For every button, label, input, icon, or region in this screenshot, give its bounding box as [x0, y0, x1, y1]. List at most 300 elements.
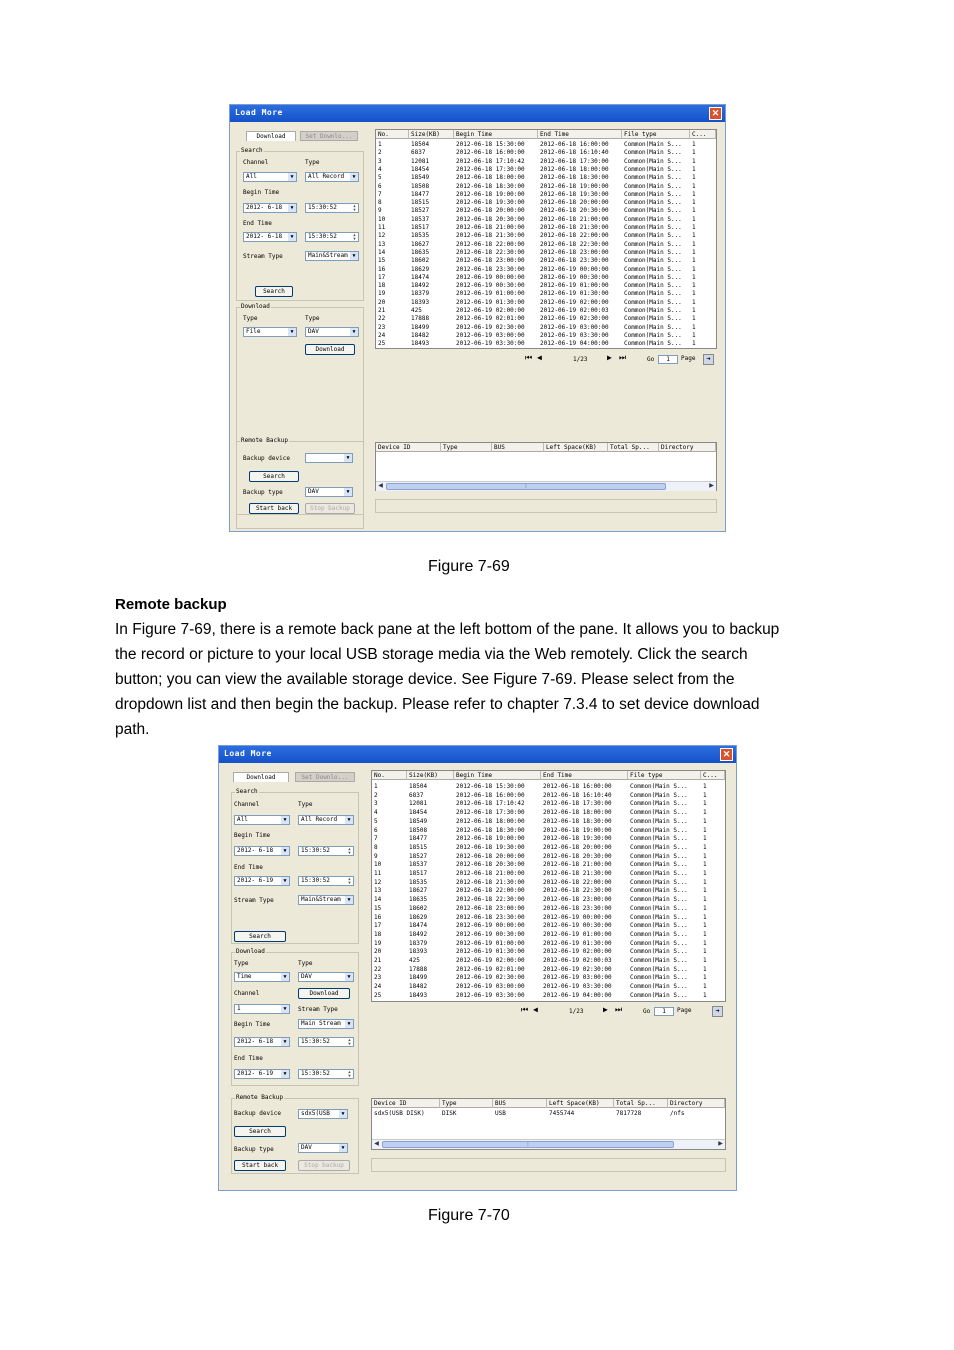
table-row[interactable] — [372, 948, 725, 956]
table-cell: 2012-06-18 22:30:00 — [540, 240, 609, 248]
table-row[interactable] — [372, 966, 725, 974]
table-cell: 13 — [374, 887, 382, 895]
scroll-thumb[interactable]: ⁞ — [382, 1141, 674, 1148]
chevron-down-icon[interactable]: ▼ — [339, 1144, 347, 1152]
table-row[interactable] — [376, 307, 716, 315]
table-cell: 1 — [692, 265, 696, 273]
chevron-down-icon[interactable]: ▼ — [345, 1020, 353, 1028]
table-cell: 6 — [374, 826, 378, 834]
table-cell: 6 — [378, 182, 382, 190]
table-row[interactable] — [372, 896, 725, 904]
table-cell: 2012-06-19 02:30:00 — [543, 965, 612, 973]
type-select[interactable] — [298, 815, 354, 825]
go-label: Go — [647, 356, 655, 363]
chevron-down-icon[interactable]: ▼ — [345, 973, 353, 981]
next-page-icon[interactable]: ▶ — [603, 1005, 608, 1014]
column-header[interactable]: Size(KB) — [407, 771, 454, 780]
table-cell: 2012-06-18 18:00:00 — [456, 817, 525, 825]
chevron-down-icon[interactable]: ▼ — [281, 877, 289, 885]
table-row[interactable] — [376, 266, 716, 274]
table-cell: 18379 — [411, 290, 430, 298]
go-arrow-icon[interactable]: ➜ — [703, 354, 714, 365]
spin-arrows-icon[interactable]: ▲ ▼ — [353, 203, 356, 212]
backup-device-label: Backup device — [243, 455, 290, 462]
device-list-panel — [371, 1098, 726, 1150]
table-cell: 2012-06-19 03:30:00 — [456, 340, 525, 348]
download-type-value: File — [246, 328, 261, 335]
table-cell: 1 — [703, 809, 707, 817]
table-row[interactable] — [372, 844, 725, 852]
download-channel-select[interactable] — [234, 1004, 290, 1014]
first-page-icon[interactable]: ⏮ — [525, 353, 533, 362]
title-bar[interactable] — [219, 746, 736, 763]
table-cell: 21 — [378, 307, 386, 314]
table-row[interactable] — [376, 274, 716, 282]
close-icon[interactable]: ✕ — [709, 107, 722, 120]
table-cell: 1 — [703, 913, 707, 921]
horizontal-scrollbar[interactable] — [372, 1139, 725, 1149]
table-cell: Common(Main S... — [624, 215, 682, 223]
table-row[interactable] — [372, 800, 725, 808]
column-header[interactable]: Directory — [659, 443, 716, 452]
begin-date-select[interactable] — [243, 203, 297, 213]
column-header[interactable]: Device ID — [376, 443, 441, 452]
table-cell: 1 — [703, 870, 707, 877]
table-cell: 2012-06-18 18:30:00 — [543, 817, 612, 825]
table-cell: 2012-06-19 03:00:00 — [543, 974, 612, 982]
chevron-down-icon[interactable]: ▼ — [345, 816, 353, 824]
table-cell: 1 — [703, 791, 707, 799]
table-cell: 2012-06-18 22:30:00 — [543, 887, 612, 895]
table-cell: 12 — [374, 878, 382, 886]
table-row[interactable] — [376, 149, 716, 157]
end-date-select[interactable] — [243, 232, 297, 242]
column-header[interactable]: Begin Time — [454, 771, 541, 780]
chevron-down-icon[interactable]: ▼ — [288, 204, 296, 212]
table-cell: 11 — [378, 224, 386, 231]
download-type2-select[interactable] — [305, 327, 359, 337]
table-cell: 1 — [703, 852, 707, 860]
table-cell: 19 — [374, 939, 382, 947]
table-cell: 18602 — [409, 904, 428, 912]
table-cell: 17888 — [409, 965, 428, 973]
table-cell: 18627 — [411, 240, 430, 248]
backup-device-select[interactable] — [298, 1109, 348, 1119]
begin-time-value: 15:30:52 — [301, 847, 330, 854]
scroll-right-icon[interactable]: ▶ — [718, 1141, 723, 1147]
end-date-select[interactable] — [234, 876, 290, 886]
device-list-panel — [375, 442, 717, 491]
table-cell: 9 — [374, 852, 378, 860]
end-time-spinner[interactable] — [305, 232, 359, 242]
table-cell: 2012-06-19 00:00:00 — [456, 273, 525, 281]
remote-search-button[interactable]: Search — [249, 471, 299, 482]
table-cell: 2012-06-18 19:00:00 — [456, 835, 525, 843]
backup-device-label: Backup device — [234, 1110, 281, 1117]
table-row[interactable] — [376, 191, 716, 199]
table-cell: Common(Main S... — [624, 340, 682, 348]
table-row[interactable] — [372, 861, 725, 869]
column-header[interactable]: Size(KB) — [409, 130, 454, 139]
table-cell: 2012-06-18 23:00:00 — [540, 248, 609, 256]
download-type-value: Time — [237, 973, 252, 980]
table-row[interactable] — [376, 282, 716, 290]
table-cell: 1 — [692, 149, 696, 157]
begin-time-value: 15:30:52 — [308, 204, 337, 211]
table-cell: 2012-06-19 01:30:00 — [456, 298, 525, 306]
horizontal-scrollbar[interactable] — [376, 481, 716, 491]
download-begin-time-spinner[interactable] — [298, 1037, 354, 1047]
table-row[interactable] — [372, 983, 725, 991]
table-row[interactable] — [372, 940, 725, 948]
window-title: Load More — [224, 749, 272, 758]
table-row[interactable] — [376, 207, 716, 215]
stop-backup-button[interactable]: Stop backup — [305, 503, 355, 514]
begin-time-spinner[interactable] — [305, 203, 359, 213]
table-row[interactable] — [372, 914, 725, 922]
tab-download[interactable]: Download — [246, 131, 296, 141]
tab-set-download[interactable]: Set Downlo... — [300, 131, 358, 141]
table-cell: 2012-06-18 23:30:00 — [456, 265, 525, 273]
table-row[interactable] — [372, 922, 725, 930]
table-row[interactable] — [376, 332, 716, 340]
table-cell: 18602 — [411, 257, 430, 265]
table-cell: 2012-06-18 16:10:40 — [540, 149, 609, 157]
paragraph-line-1: In Figure 7-69, there is a remote back pane at the left bottom of the pane. It allows you to backup — [115, 621, 780, 638]
table-cell: Common(Main S... — [630, 965, 688, 973]
channel-select[interactable] — [243, 172, 297, 182]
table-row[interactable] — [376, 183, 716, 191]
table-row[interactable] — [372, 809, 725, 817]
table-cell: Common(Main S... — [624, 240, 682, 248]
download-stream-select[interactable] — [298, 1019, 354, 1029]
spin-arrows-icon[interactable]: ▲ ▼ — [348, 1037, 351, 1046]
column-header[interactable]: No. — [372, 771, 407, 780]
device-list-header — [376, 443, 716, 452]
table-cell: 23 — [374, 974, 382, 982]
download-end-date-select[interactable] — [234, 1069, 290, 1079]
table-row[interactable] — [376, 158, 716, 166]
go-arrow-icon[interactable]: ➜ — [712, 1006, 723, 1017]
table-row[interactable] — [376, 299, 716, 307]
scroll-thumb[interactable]: ⁞ — [386, 483, 666, 490]
stream-type-select[interactable] — [298, 895, 354, 905]
chevron-down-icon[interactable]: ▼ — [281, 1070, 289, 1078]
close-icon[interactable]: ✕ — [720, 748, 733, 761]
type-select[interactable] — [305, 172, 359, 182]
table-row[interactable] — [376, 249, 716, 257]
column-header[interactable]: Type — [440, 1099, 493, 1108]
chevron-down-icon[interactable]: ▼ — [281, 973, 289, 981]
column-header[interactable]: Left Space(KB) — [544, 443, 608, 452]
table-cell: 5 — [374, 817, 378, 825]
table-row[interactable] — [372, 931, 725, 939]
column-header[interactable]: File type — [622, 130, 690, 139]
backup-device-select[interactable] — [305, 453, 353, 463]
stop-backup-button[interactable]: Stop backup — [298, 1160, 350, 1171]
chevron-down-icon[interactable]: ▼ — [281, 816, 289, 824]
download-end-label: End Time — [234, 1055, 263, 1062]
scroll-right-icon[interactable]: ▶ — [709, 483, 714, 489]
column-header[interactable]: End Time — [541, 771, 628, 780]
column-header[interactable]: Total Sp... — [614, 1099, 668, 1108]
table-cell: 18492 — [409, 930, 428, 938]
table-cell: Common(Main S... — [624, 182, 682, 190]
begin-date-select[interactable] — [234, 846, 290, 856]
table-cell: 18393 — [409, 948, 428, 956]
download-end-time-spinner[interactable] — [298, 1069, 354, 1079]
start-backup-button[interactable]: Start back — [249, 503, 299, 514]
file-list-panel — [375, 129, 717, 349]
column-header[interactable]: Device ID — [372, 1099, 440, 1108]
table-row[interactable] — [376, 241, 716, 249]
table-row[interactable] — [372, 853, 725, 861]
end-time-spinner[interactable] — [298, 876, 354, 886]
prev-page-icon[interactable]: ◀ — [537, 353, 542, 362]
start-backup-button[interactable]: Start back — [234, 1160, 286, 1171]
table-cell: 1 — [692, 323, 696, 331]
table-row[interactable] — [372, 835, 725, 843]
chevron-down-icon[interactable]: ▼ — [350, 328, 358, 336]
table-row[interactable] — [372, 905, 725, 913]
table-cell: 7 — [374, 835, 378, 843]
download-type-select[interactable] — [243, 327, 297, 337]
table-cell: 2012-06-19 03:00:00 — [540, 323, 609, 331]
table-row[interactable] — [372, 957, 725, 965]
table-cell: 5 — [378, 174, 382, 182]
file-list-panel — [371, 770, 726, 1002]
table-cell: 7 — [378, 190, 382, 198]
download-channel-label: Channel — [234, 990, 260, 997]
table-cell: 2012-06-19 02:00:03 — [540, 307, 609, 314]
table-cell: 18515 — [409, 843, 428, 851]
chevron-down-icon[interactable]: ▼ — [344, 488, 352, 496]
table-row[interactable] — [376, 324, 716, 332]
table-cell: 16 — [378, 265, 386, 273]
table-row[interactable] — [376, 232, 716, 240]
table-cell: 1 — [703, 800, 707, 808]
table-cell: 18454 — [409, 809, 428, 817]
table-cell: 18477 — [411, 190, 430, 198]
table-cell: 24 — [374, 983, 382, 991]
table-cell: 8 — [378, 199, 382, 207]
table-cell: 2012-06-18 18:30:00 — [456, 182, 525, 190]
table-cell: Common(Main S... — [630, 948, 688, 956]
table-cell: Common(Main S... — [630, 887, 688, 895]
last-page-icon[interactable]: ⏭ — [619, 353, 627, 362]
download-begin-label: Begin Time — [234, 1021, 271, 1028]
last-page-icon[interactable]: ⏭ — [615, 1005, 623, 1014]
go-page-input[interactable]: 1 — [658, 355, 678, 364]
table-row[interactable] — [372, 992, 725, 1000]
type-label: Type — [305, 159, 320, 166]
table-cell: 425 — [411, 307, 422, 314]
download-type-select[interactable] — [234, 972, 290, 982]
scroll-left-icon[interactable]: ◀ — [378, 483, 383, 489]
table-cell: 1 — [692, 157, 696, 165]
table-row[interactable] — [376, 199, 716, 207]
table-cell: 18517 — [411, 224, 430, 231]
begin-time-spinner[interactable] — [298, 846, 354, 856]
chevron-down-icon[interactable]: ▼ — [281, 1038, 289, 1046]
table-cell: 2012-06-19 02:01:00 — [456, 965, 525, 973]
backup-type-select[interactable] — [298, 1143, 348, 1153]
column-header[interactable]: BUS — [493, 1099, 547, 1108]
table-cell: 2012-06-18 18:00:00 — [543, 809, 612, 817]
search-button[interactable]: Search — [234, 931, 286, 942]
table-cell: 18477 — [409, 835, 428, 843]
table-cell: 1 — [703, 843, 707, 851]
column-header[interactable]: C... — [690, 130, 716, 139]
backup-type-value: DAV — [308, 488, 319, 495]
spin-arrows-icon[interactable]: ▲ ▼ — [348, 1069, 351, 1078]
download-button[interactable]: Download — [298, 988, 350, 999]
column-header[interactable]: End Time — [538, 130, 622, 139]
download-channel-value: 1 — [237, 1005, 241, 1012]
table-cell: 2012-06-18 21:00:00 — [456, 224, 525, 231]
remote-search-button[interactable]: Search — [234, 1126, 286, 1137]
go-page-input[interactable]: 1 — [654, 1007, 674, 1016]
table-cell: 2012-06-19 00:30:00 — [456, 282, 525, 290]
table-row[interactable] — [372, 870, 725, 878]
table-cell: 25 — [378, 340, 386, 348]
backup-type-select[interactable] — [305, 487, 353, 497]
tab-set-download[interactable]: Set Downlo... — [295, 772, 355, 782]
table-row[interactable] — [372, 792, 725, 800]
chevron-down-icon[interactable]: ▼ — [350, 252, 358, 260]
download-type2-select[interactable] — [298, 972, 354, 982]
table-cell: 1 — [378, 141, 382, 148]
stream-type-select[interactable] — [305, 251, 359, 261]
spin-arrows-icon[interactable]: ▲ ▼ — [348, 876, 351, 885]
search-group — [231, 788, 359, 944]
channel-select[interactable] — [234, 815, 290, 825]
column-header[interactable]: Left Space(KB) — [547, 1099, 614, 1108]
table-row[interactable] — [376, 290, 716, 298]
download-button[interactable]: Download — [305, 344, 355, 355]
column-header[interactable]: Type — [441, 443, 492, 452]
table-cell: 1 — [692, 215, 696, 223]
table-cell: 1 — [692, 182, 696, 190]
table-cell: 1 — [692, 331, 696, 339]
table-cell: 2012-06-18 17:30:00 — [540, 157, 609, 165]
table-cell: 6837 — [409, 791, 424, 799]
table-cell: 2012-06-18 15:30:00 — [456, 783, 525, 790]
chevron-down-icon[interactable]: ▼ — [288, 328, 296, 336]
search-button[interactable]: Search — [255, 286, 293, 297]
table-cell: 18549 — [409, 817, 428, 825]
table-row[interactable] — [376, 141, 716, 149]
column-header[interactable]: Begin Time — [454, 130, 538, 139]
table-cell: 1 — [703, 922, 707, 930]
table-cell: 14 — [374, 896, 382, 904]
next-page-icon[interactable]: ▶ — [607, 353, 612, 362]
paragraph-line-4: dropdown list and then begin the backup. Please refer to chapter 7.3.4 to set device download — [115, 696, 760, 713]
table-row[interactable] — [376, 216, 716, 224]
table-cell: 1 — [703, 965, 707, 973]
table-cell: 20 — [374, 948, 382, 956]
table-row[interactable] — [372, 974, 725, 982]
table-cell: 2012-06-19 02:30:00 — [540, 315, 609, 323]
column-header[interactable]: No. — [376, 130, 409, 139]
column-header[interactable]: Directory — [668, 1099, 725, 1108]
table-row[interactable] — [376, 340, 716, 348]
device-row[interactable] — [372, 1110, 725, 1118]
table-row[interactable] — [376, 166, 716, 174]
table-cell: 2012-06-18 22:00:00 — [543, 878, 612, 886]
table-row[interactable] — [372, 818, 725, 826]
table-row[interactable] — [376, 174, 716, 182]
table-cell: Common(Main S... — [630, 783, 688, 790]
table-cell: 1 — [703, 861, 707, 869]
first-page-icon[interactable]: ⏮ — [521, 1005, 529, 1014]
table-cell: Common(Main S... — [624, 298, 682, 306]
chevron-down-icon[interactable]: ▼ — [288, 233, 296, 241]
table-cell: 1 — [692, 141, 696, 148]
column-header[interactable]: C... — [701, 771, 725, 780]
table-cell: 2012-06-18 22:30:00 — [456, 896, 525, 904]
table-row[interactable] — [372, 783, 725, 791]
prev-page-icon[interactable]: ◀ — [533, 1005, 538, 1014]
column-header[interactable]: Total Sp... — [608, 443, 659, 452]
chevron-down-icon[interactable]: ▼ — [288, 173, 296, 181]
table-cell: 2012-06-18 23:30:00 — [540, 257, 609, 265]
table-cell: 19 — [378, 290, 386, 298]
table-cell: 2012-06-18 20:30:00 — [456, 215, 525, 223]
table-cell: 12081 — [409, 800, 428, 808]
table-row[interactable] — [372, 887, 725, 895]
title-bar[interactable] — [230, 105, 725, 122]
table-cell: USB — [495, 1110, 506, 1117]
table-cell: 1 — [692, 257, 696, 265]
status-bar — [371, 1158, 726, 1172]
chevron-down-icon[interactable]: ▼ — [281, 847, 289, 855]
download-begin-date-select[interactable] — [234, 1037, 290, 1047]
scroll-left-icon[interactable]: ◀ — [374, 1141, 379, 1147]
device-list-header — [372, 1099, 725, 1108]
type-label: Type — [298, 801, 313, 808]
tab-download[interactable]: Download — [233, 772, 289, 782]
table-cell: 2012-06-18 21:00:00 — [456, 870, 525, 877]
table-cell: 1 — [692, 273, 696, 281]
chevron-down-icon[interactable]: ▼ — [344, 454, 352, 462]
table-cell: sdx5(USB DISK) — [374, 1110, 425, 1117]
chevron-down-icon[interactable]: ▼ — [281, 1005, 289, 1013]
chevron-down-icon[interactable]: ▼ — [350, 173, 358, 181]
table-row[interactable] — [376, 315, 716, 323]
table-cell: 18635 — [409, 896, 428, 904]
table-cell: 18527 — [411, 207, 430, 215]
table-cell: Common(Main S... — [624, 273, 682, 281]
column-header[interactable]: File type — [628, 771, 701, 780]
table-cell: 1 — [703, 948, 707, 956]
spin-arrows-icon[interactable]: ▲ ▼ — [348, 846, 351, 855]
table-row[interactable] — [376, 224, 716, 232]
column-header[interactable]: BUS — [492, 443, 544, 452]
table-row[interactable] — [372, 879, 725, 887]
spin-arrows-icon[interactable]: ▲ ▼ — [353, 232, 356, 241]
chevron-down-icon[interactable]: ▼ — [345, 896, 353, 904]
chevron-down-icon[interactable]: ▼ — [339, 1110, 347, 1118]
table-cell: 18454 — [411, 165, 430, 173]
table-row[interactable] — [376, 257, 716, 265]
table-cell: 18482 — [411, 331, 430, 339]
end-time-label: End Time — [234, 864, 263, 871]
download-begin-date-value: 2012- 6-18 — [237, 1038, 274, 1045]
table-row[interactable] — [372, 827, 725, 835]
search-group — [236, 147, 364, 301]
table-cell: 18635 — [411, 248, 430, 256]
